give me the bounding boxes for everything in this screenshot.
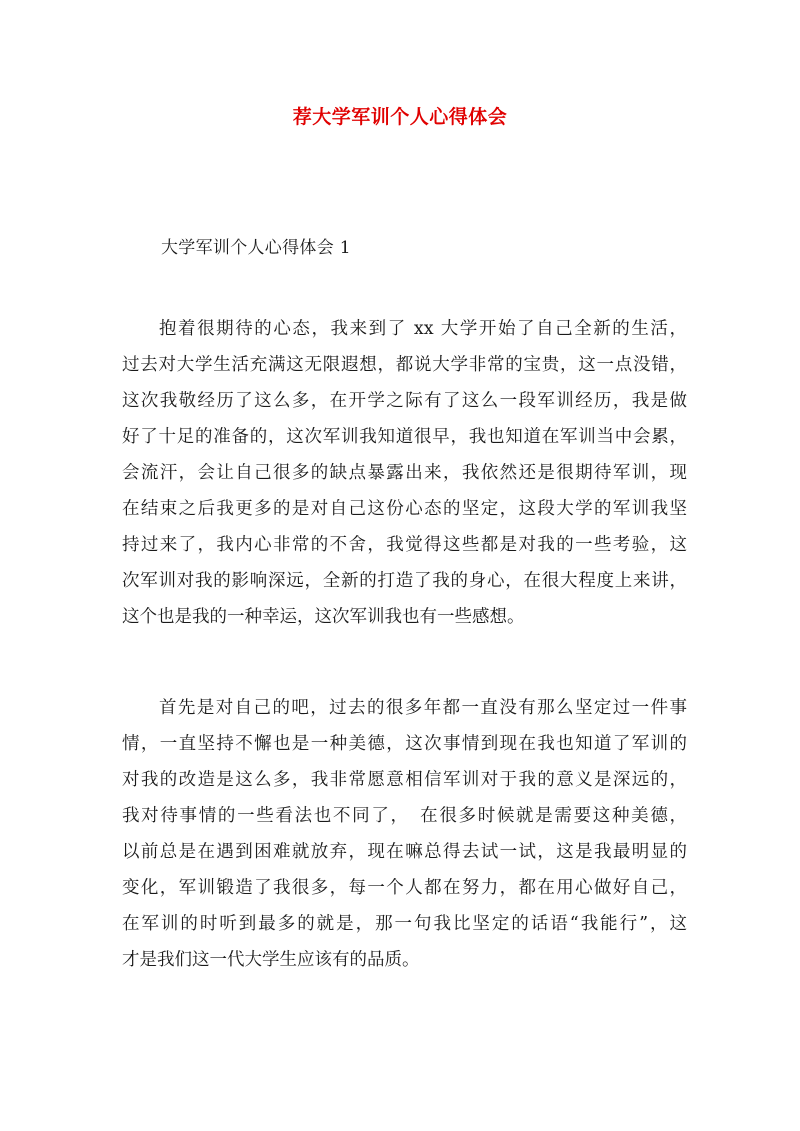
document-title: 荐大学军训个人心得体会 <box>292 106 508 128</box>
paragraph-line: 这个也是我的一种幸运，这次军训我也有一些感想。 <box>122 607 525 627</box>
paragraph-line: 这次我敬经历了这么多，在开学之际有了这么一段军训经历，我是做 <box>122 391 687 411</box>
paragraph-line: 我对待事情的一些看法也不同了， 在很多时候就是需要这种美德， <box>122 806 687 826</box>
paragraph-2 <box>122 690 687 978</box>
paragraph-1 <box>122 311 687 635</box>
paragraph-line: 以前总是在遇到困难就放弃，现在嘛总得去试一试，这是我最明显的 <box>122 842 687 862</box>
paragraph-line: 首先是对自己的吧，过去的很多年都一直没有那么坚定过一件事 <box>159 698 687 718</box>
paragraph-line: 在结束之后我更多的是对自己这份心态的坚定，这段大学的军训我坚 <box>122 499 687 519</box>
paragraph-line: 次军训对我的影响深远，全新的打造了我的身心，在很大程度上来讲， <box>122 571 687 591</box>
paragraph-line: 情，一直坚持不懈也是一种美德，这次事情到现在我也知道了军训的 <box>122 734 687 754</box>
paragraph-line: 才是我们这一代大学生应该有的品质。 <box>122 950 420 970</box>
paragraph-line: 过去对大学生活充满这无限遐想，都说大学非常的宝贵，这一点没错， <box>122 355 687 375</box>
paragraph-line: 在军训的时听到最多的就是，那一句我比坚定的话语“我能行”，这 <box>122 914 687 934</box>
paragraph-line: 变化，军训锻造了我很多，每一个人都在努力，都在用心做好自己， <box>122 878 687 898</box>
paragraph-line: 好了十足的准备的，这次军训我知道很早，我也知道在军训当中会累， <box>122 427 687 447</box>
paragraph-line: 会流汗，会让自己很多的缺点暴露出来，我依然还是很期待军训，现 <box>122 463 687 483</box>
paragraph-line: 持过来了，我内心非常的不舍，我觉得这些都是对我的一些考验，这 <box>122 535 687 555</box>
section-heading: 大学军训个人心得体会 1 <box>161 238 351 258</box>
paragraph-line: 对我的改造是这么多，我非常愿意相信军训对于我的意义是深远的， <box>122 770 687 790</box>
paragraph-line: 抱着很期待的心态，我来到了 xx 大学开始了自己全新的生活， <box>159 319 687 339</box>
